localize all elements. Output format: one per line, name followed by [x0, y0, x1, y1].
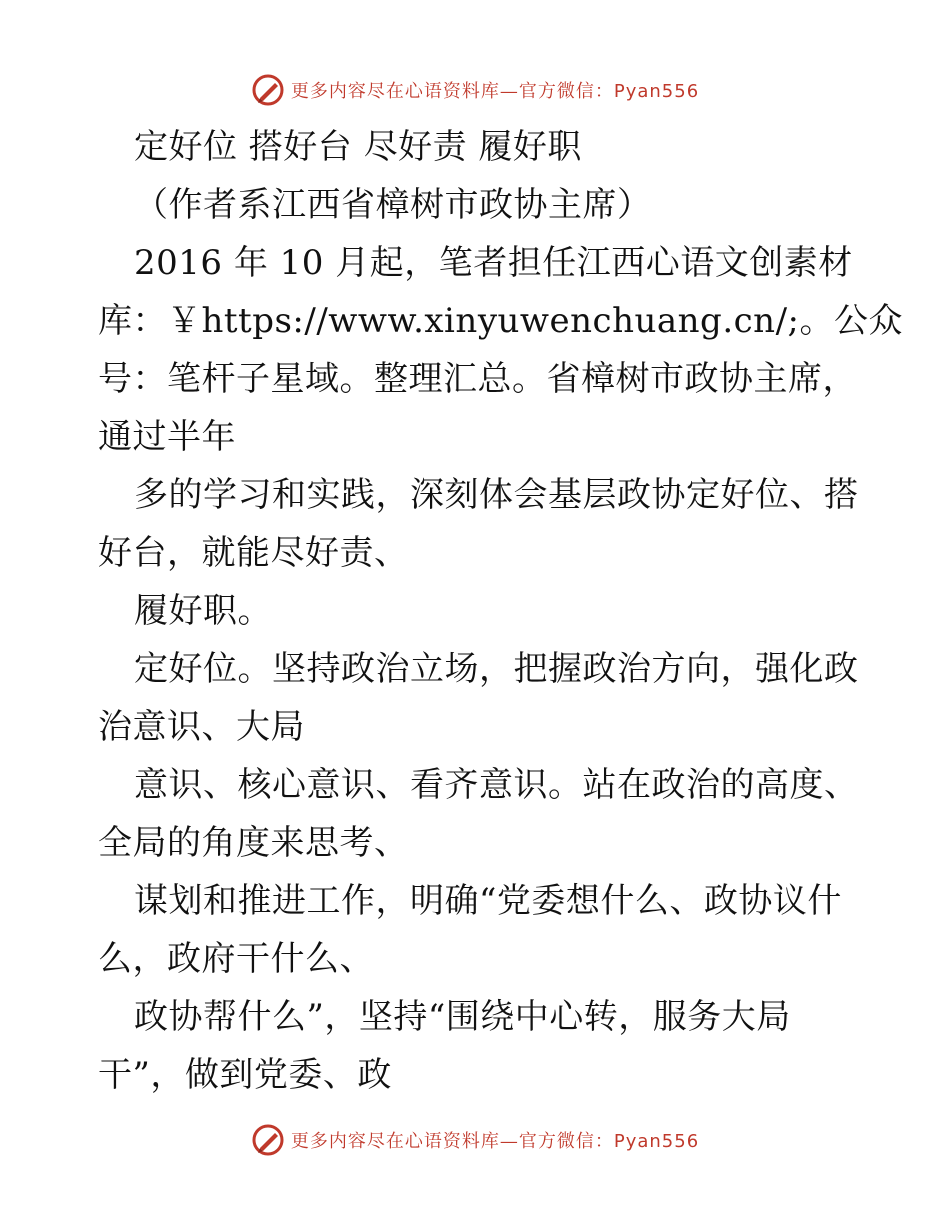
text-line: 通过半年: [98, 417, 236, 457]
pen-logo-icon: [251, 1123, 285, 1157]
document-title: 定好位 搭好台 尽好责 履好职: [134, 127, 582, 167]
text-line: 2016 年 10 月起，笔者担任江西心语文创素材: [134, 243, 853, 283]
pen-logo-icon: [251, 73, 285, 107]
footer-banner: [0, 1118, 950, 1162]
text-line: 库：￥https://www.xinyuwenchuang.cn/;。公众: [98, 301, 903, 341]
text-line: 履好职。: [134, 591, 272, 631]
text-line: 谋划和推进工作，明确“党委想什么、政协议什: [134, 881, 842, 921]
footer-banner-text: 更多内容尽在心语资料库—官方微信：: [290, 1131, 614, 1152]
text-line: 好台，就能尽好责、: [98, 533, 409, 573]
text-line: （作者系江西省樟树市政协主席）: [134, 185, 652, 225]
header-wechat-id: Pyan556: [613, 81, 700, 102]
header-banner-text: 更多内容尽在心语资料库—官方微信：: [290, 81, 614, 102]
header-banner: [0, 68, 950, 112]
text-line: 政协帮什么”，坚持“围绕中心转，服务大局: [134, 997, 791, 1037]
footer-wechat-id: Pyan556: [613, 1131, 700, 1152]
text-line: 多的学习和实践，深刻体会基层政协定好位、搭: [134, 475, 859, 515]
text-line: 意识、核心意识、看齐意识。站在政治的高度、: [134, 765, 859, 805]
text-line: 全局的角度来思考、: [98, 823, 409, 863]
text-line: 号：笔杆子星域。整理汇总。省樟树市政协主席，: [98, 359, 857, 399]
text-line: 定好位。坚持政治立场，把握政治方向，强化政: [134, 649, 859, 689]
text-line: 干”，做到党委、政: [98, 1055, 392, 1095]
text-line: 治意识、大局: [98, 707, 305, 747]
text-line: 么，政府干什么、: [98, 939, 374, 979]
document-body: [98, 118, 903, 1104]
